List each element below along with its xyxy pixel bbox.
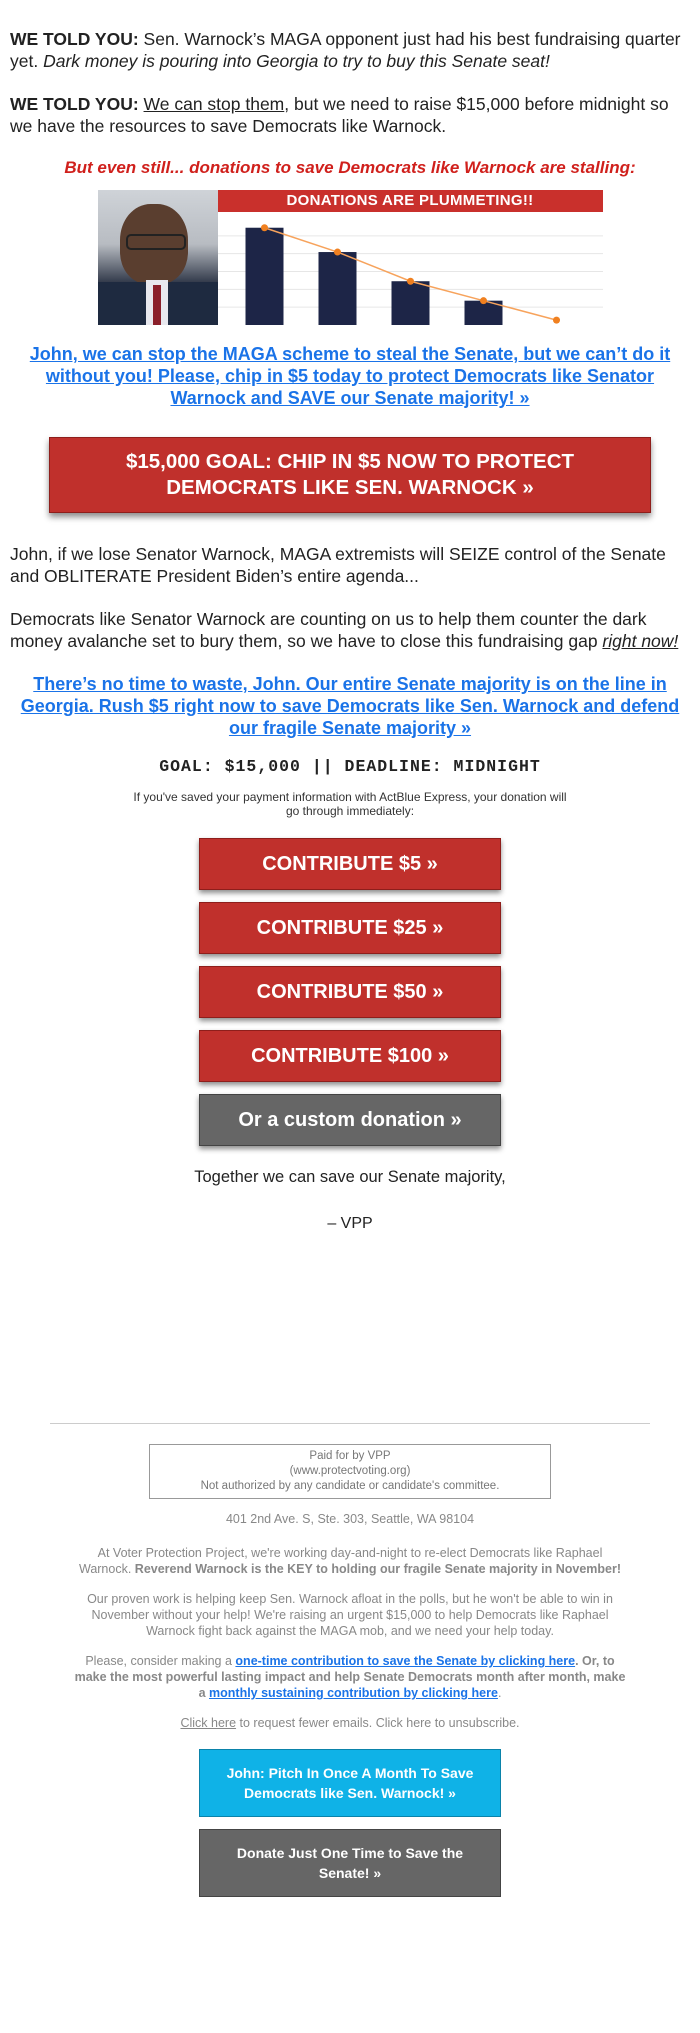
- contribute-50-button[interactable]: CONTRIBUTE $50 »: [199, 966, 501, 1018]
- goal-deadline: GOAL: $15,000 || DEADLINE: MIDNIGHT: [159, 757, 541, 776]
- custom-donation-button[interactable]: Or a custom donation »: [199, 1094, 501, 1146]
- footer-para-3: Please, consider making a one-time contribution to save the Senate by clicking here. Or, to make the most powerful lasting impact and help Senate Democrats month after month, make a monthly sustaining contribution by clicking here.: [74, 1654, 626, 1700]
- chart-bar: [318, 252, 356, 325]
- chart-point: [261, 224, 268, 231]
- chart-banner: DONATIONS ARE PLUMMETING!!: [218, 190, 603, 212]
- chart-point: [480, 297, 487, 304]
- intro-1-text: Sen. Warnock’s MAGA opponent just had his best fundraising quarter yet.: [10, 29, 681, 71]
- website-line: (www.protectvoting.org): [289, 1465, 411, 1477]
- email-body: [10, 0, 690, 1897]
- intro-2-text: , but we need to raise $15,000 before midnight so we have the resources to save Democrats like Warnock.: [10, 94, 669, 136]
- body-paragraph-2: [10, 608, 690, 652]
- body-paragraph-1: John, if we lose Senator Warnock, MAGA extremists will SEIZE control of the Senate and OBLITERATE President Biden’s entire agenda...: [10, 544, 666, 586]
- intro-paragraph-1: [10, 28, 690, 72]
- footer-para-1-bold: Reverend Warnock is the KEY to holding our fragile Senate majority in November!: [134, 1562, 622, 1576]
- monthly-donation-button[interactable]: John: Pitch In Once A Month To Save Democrats like Sen. Warnock! »: [199, 1749, 501, 1817]
- body-2-text: Democrats like Senator Warnock are counting on us to help them counter the dark money avalanche set to bury them, so we have to close this fundraising gap: [10, 609, 647, 651]
- no-time-link[interactable]: There’s no time to waste, John. Our entire Senate majority is on the line in Georgia. Rush $5 right now to save Democrats like Sen. Warnock and defend our fragile Senate majority »: [20, 674, 680, 738]
- chart-point: [334, 249, 341, 256]
- warnock-photo: [98, 190, 218, 325]
- intro-1-italic: Dark money is pouring into Georgia to try to buy this Senate seat!: [43, 51, 550, 71]
- one-time-donation-button[interactable]: Donate Just One Time to Save the Senate! »: [199, 1829, 501, 1897]
- intro-2-bold: WE TOLD YOU:: [10, 94, 139, 114]
- hero-image[interactable]: [98, 190, 603, 325]
- stop-them-link[interactable]: We can stop them: [143, 94, 285, 114]
- right-now-text: right now!: [602, 631, 679, 651]
- contribute-5-button[interactable]: CONTRIBUTE $5 »: [199, 838, 501, 890]
- goal-chip-in-button[interactable]: $15,000 GOAL: CHIP IN $5 NOW TO PROTECT DEMOCRATS LIKE SEN. WARNOCK »: [49, 437, 651, 513]
- paid-for-box: [149, 1444, 551, 1499]
- website-link[interactable]: www.protectvoting.org: [293, 1465, 407, 1477]
- fewer-emails: Click here to request fewer emails. Click here to unsubscribe.: [180, 1716, 520, 1730]
- stop-maga-link[interactable]: John, we can stop the MAGA scheme to steal the Senate, but we can’t do it without you! Please, chip in $5 today to protect Democrats like Senator Warnock and SAVE our Senate majority! »: [29, 344, 671, 408]
- chart-point: [553, 317, 560, 324]
- actblue-note: If you've saved your payment information with ActBlue Express, your donation will go through immediately:: [133, 790, 567, 818]
- footer-para-2: Our proven work is helping keep Sen. Warnock afloat in the polls, but he won't be able to win in November without your help! We're raising an urgent $15,000 to help Democrats like Raphael Warnock fight back against the MAGA mob, and we need your help today.: [87, 1592, 613, 1638]
- chart-point: [407, 278, 414, 285]
- fewer-emails-link[interactable]: Click here: [180, 1716, 237, 1730]
- paid-by: Paid for by VPP: [309, 1450, 391, 1462]
- footer-divider: [50, 1423, 650, 1424]
- footer-para-1: At Voter Protection Project, we're working day-and-night to re-elect Democrats like Raphael Warnock. Reverend Warnock is the KEY to holding our fragile Senate majority in November!: [78, 1546, 622, 1576]
- contribute-25-button[interactable]: CONTRIBUTE $25 »: [199, 902, 501, 954]
- intro-1-bold: WE TOLD YOU:: [10, 29, 139, 49]
- intro-paragraph-2: [10, 93, 690, 137]
- contribute-100-button[interactable]: CONTRIBUTE $100 »: [199, 1030, 501, 1082]
- address: 401 2nd Ave. S, Ste. 303, Seattle, WA 98104: [225, 1512, 475, 1526]
- stalling-alert: But even still... donations to save Democrats like Warnock are stalling:: [64, 158, 636, 177]
- one-time-link[interactable]: one-time contribution to save the Senate by clicking here: [235, 1654, 576, 1668]
- monthly-link[interactable]: monthly sustaining contribution by clicking here: [209, 1686, 498, 1700]
- signature: – VPP: [327, 1215, 373, 1232]
- closing-line: Together we can save our Senate majority,: [194, 1168, 506, 1186]
- chart-bar: [245, 228, 283, 325]
- not-authorized: Not authorized by any candidate or candidate's committee.: [200, 1480, 500, 1492]
- chart-bar: [391, 281, 429, 325]
- donations-chart: [218, 212, 603, 325]
